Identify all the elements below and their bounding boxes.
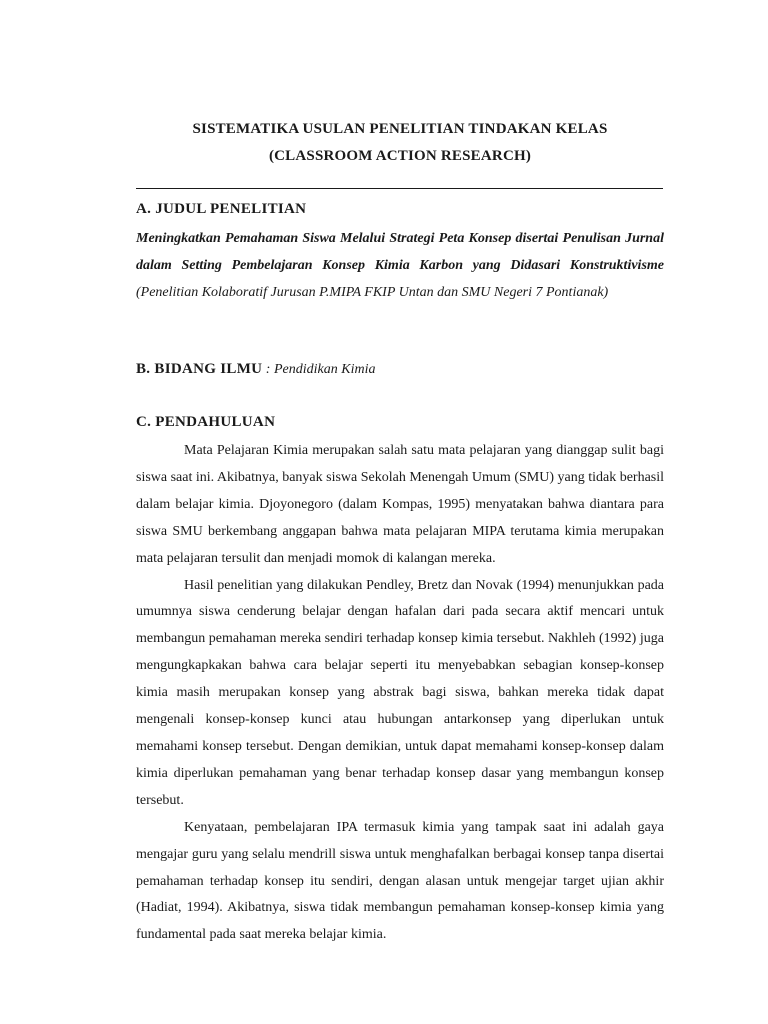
intro-paragraph-2: Hasil penelitian yang dilakukan Pendley, Bretz dan Novak (1994) menunjukkan pada umumnya siswa cenderung belajar dengan hafalan dari pada secara aktif mencari untuk membangun pemahaman mereka sendiri terhadap konsep kimia tersebut. Nakhleh (1992) juga mengungkapkakan bahwa cara belajar seperti itu menyebabkan sebagian konsep-konsep kimia masih merupakan konsep yang abstrak bagi siswa, bahkan mereka tidak dapat mengenali konsep-konsep kunci atau hubungan antarkonsep yang diperlukan untuk memahami konsep tersebut. Dengan demikian, untuk dapat memahami konsep-konsep dalam kimia diperlukan pemahaman yang benar terhadap konsep dasar yang membangun konsep tersebut. xyxy=(136,577,664,808)
section-c-heading: C. PENDAHULUAN xyxy=(136,414,276,430)
intro-paragraph-3: Kenyataan, pembelajaran IPA termasuk kimia yang tampak saat ini adalah gaya mengajar guru yang selalu mendrill siswa untuk menghafalkan berbagai konsep tanpa disertai pemahaman terhadap konsep itu sendiri, dengan alasan untuk mengejar target ujian akhir (Hadiat, 1994). Akibatnya, siswa tidak membangun pemahaman konsep-konsep kimia yang fundamental pada saat mereka belajar kimia. xyxy=(136,819,664,943)
section-b-separator: : xyxy=(262,362,274,377)
section-b-heading xyxy=(136,361,375,378)
document-title-line-1: SISTEMATIKA USULAN PENELITIAN TINDAKAN KELAS xyxy=(192,121,608,137)
research-title xyxy=(136,225,664,306)
section-a-heading: A. JUDUL PENELITIAN xyxy=(136,201,307,217)
section-b-label: B. BIDANG ILMU xyxy=(136,361,263,377)
title-divider xyxy=(136,188,663,189)
introduction-body xyxy=(136,438,664,949)
research-title-note: (Penelitian Kolaboratif Jurusan P.MIPA FKIP Untan dan SMU Negeri 7 Pontianak) xyxy=(136,285,609,300)
section-b-value: Pendidikan Kimia xyxy=(273,362,376,377)
document-title-line-2: (CLASSROOM ACTION RESEARCH) xyxy=(268,148,532,164)
intro-paragraph-1: Mata Pelajaran Kimia merupakan salah satu mata pelajaran yang dianggap sulit bagi siswa saat ini. Akibatnya, banyak siswa Sekolah Menengah Umum (SMU) yang tidak berhasil dalam belajar kimia. Djoyonegoro (dalam Kompas, 1995) menyatakan bahwa diantara para siswa SMU berkembang anggapan bahwa mata pelajaran MIPA terutama kimia merupakan mata pelajaran tersulit dan menjadi momok di kalangan mereka. xyxy=(136,443,665,566)
research-title-text: Meningkatkan Pemahaman Siswa Melalui Strategi Peta Konsep disertai Penulisan Jurnal dalam Setting Pembelajaran Konsep Kimia Karbon yang Didasari Konstruktivisme xyxy=(136,231,664,273)
